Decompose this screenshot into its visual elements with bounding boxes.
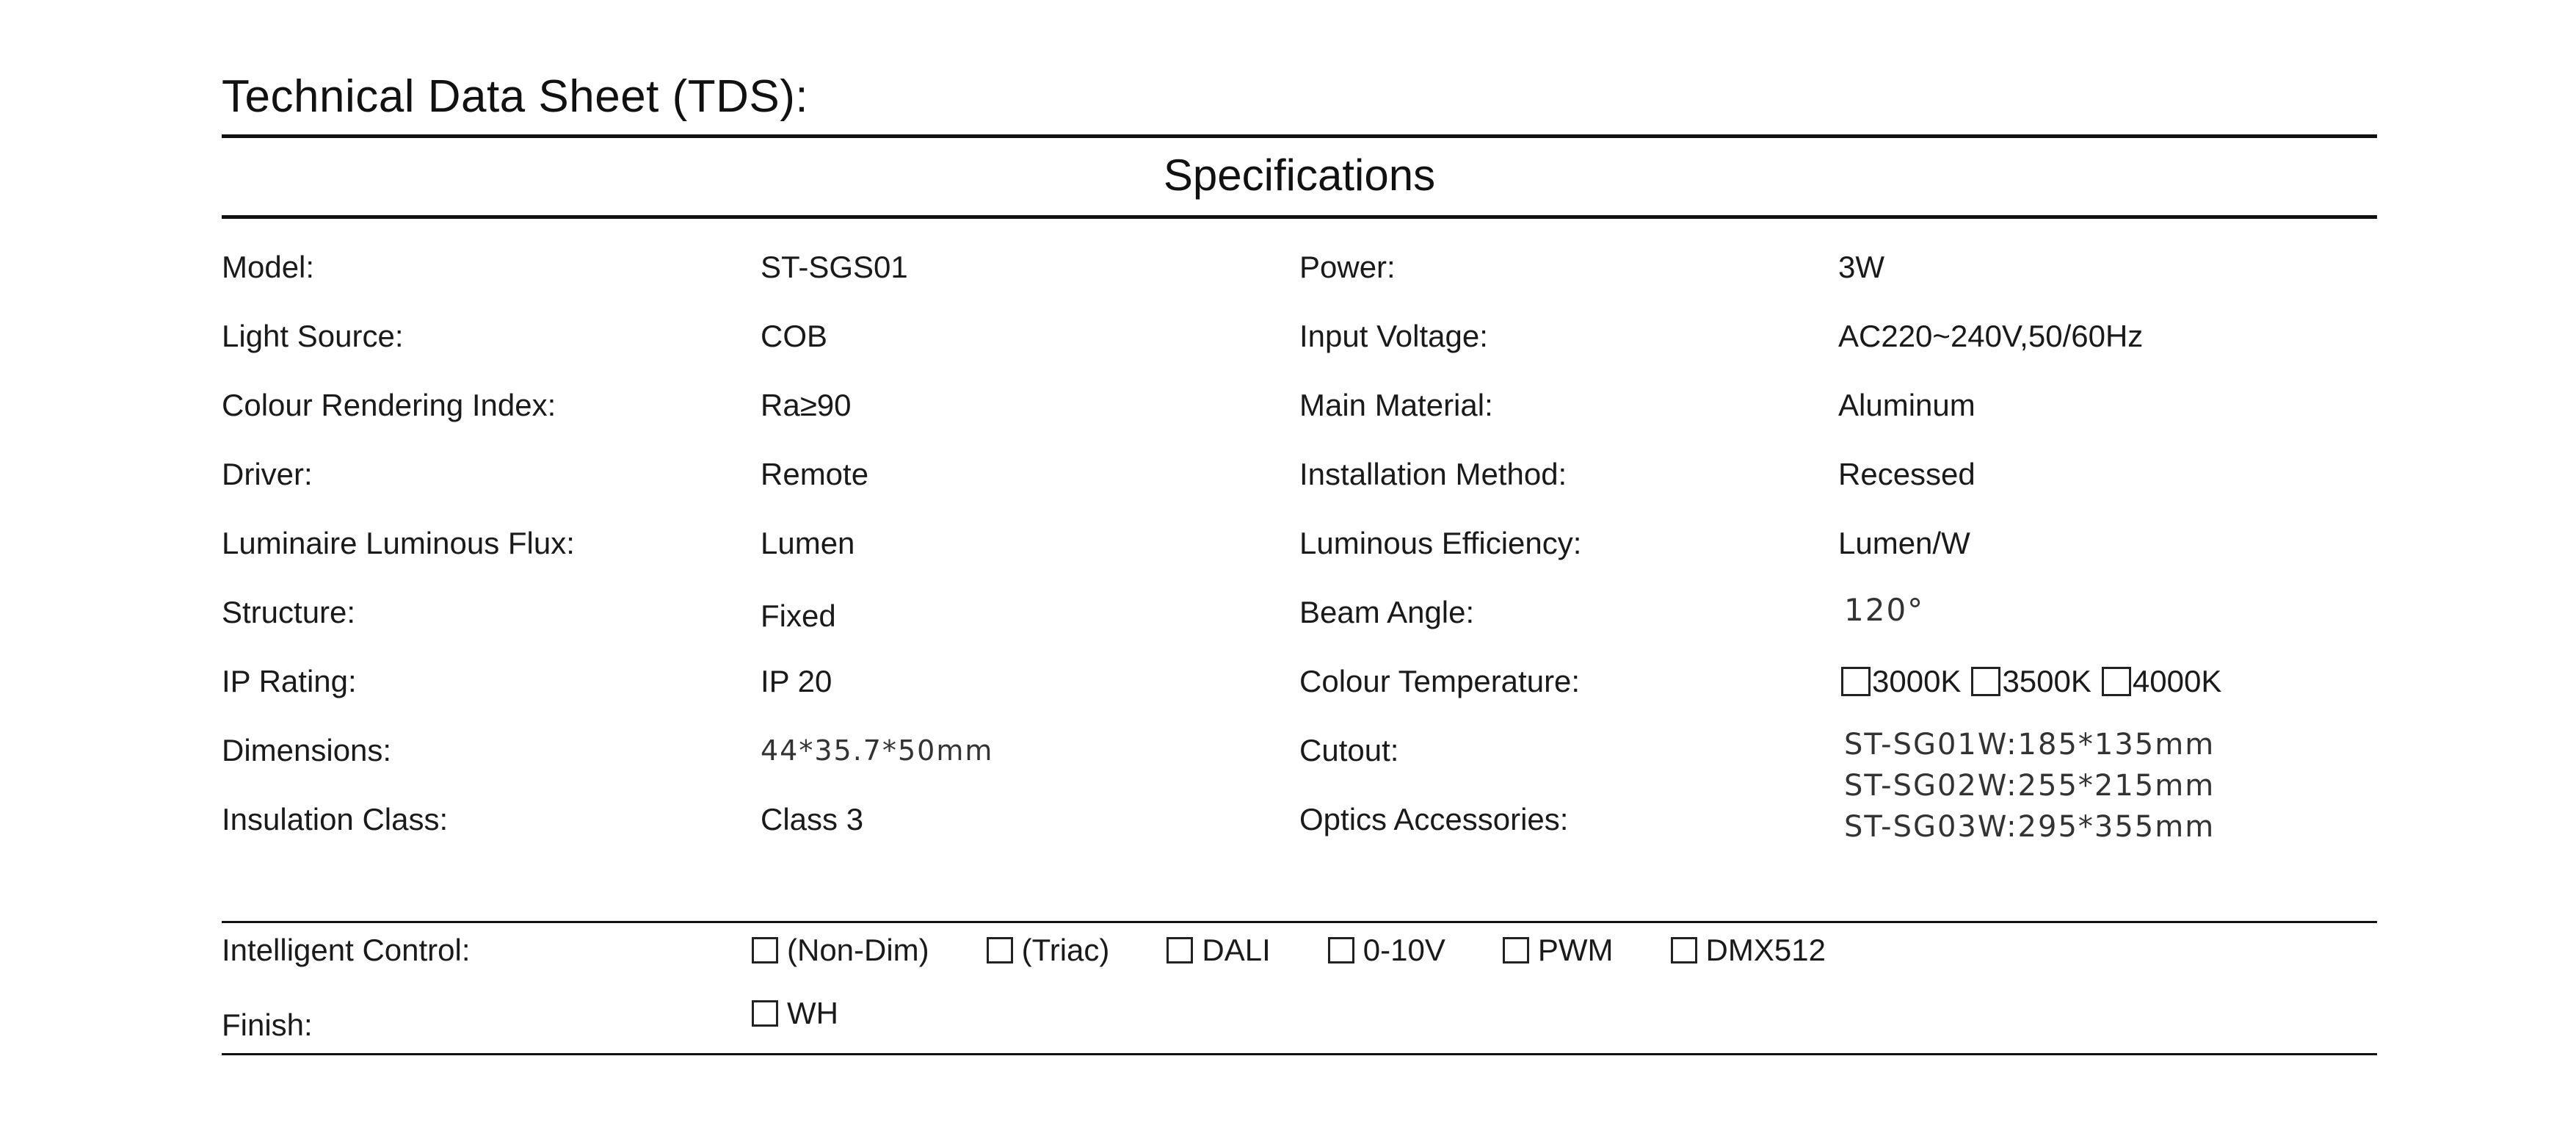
colour-temp-options	[1841, 664, 2232, 704]
model-label: Model:	[222, 250, 315, 284]
top-rule	[222, 134, 2377, 138]
checkbox-icon[interactable]	[1841, 667, 1871, 696]
checkbox-icon[interactable]	[1328, 937, 1354, 964]
control-option-label: 0-10V	[1363, 933, 1445, 967]
checkbox-icon[interactable]	[752, 1000, 778, 1027]
bottom-rule	[222, 1053, 2377, 1055]
efficiency-label: Luminous Efficiency:	[1299, 526, 1582, 560]
page-title: Technical Data Sheet (TDS):	[222, 71, 809, 122]
power-value: 3W	[1838, 250, 1884, 284]
colour-temp-label: Colour Temperature:	[1299, 664, 1581, 698]
colour-temp-option-label: 3000K	[1872, 664, 1962, 698]
checkbox-icon[interactable]	[987, 937, 1013, 964]
finish-label: Finish:	[222, 1008, 313, 1042]
model-value: ST-SGS01	[761, 250, 908, 284]
checkbox-icon[interactable]	[1167, 937, 1193, 964]
checkbox-icon[interactable]	[1671, 937, 1697, 964]
colour-temp-option-label: 3500K	[2002, 664, 2091, 698]
light-source-value: COB	[761, 319, 828, 353]
dimensions-value: 44*35.7*50mm	[761, 734, 994, 767]
checkbox-icon[interactable]	[1503, 937, 1529, 964]
cutout-values	[1844, 724, 2215, 847]
control-option-label: PWM	[1537, 933, 1614, 967]
main-material-value: Aluminum	[1838, 388, 1975, 422]
control-option-pwm[interactable]	[1503, 933, 1614, 968]
control-option-label: DALI	[1202, 933, 1271, 967]
control-option-triac[interactable]	[987, 933, 1110, 968]
control-option-dali[interactable]	[1167, 933, 1270, 968]
cutout-value: ST-SG03W:295*355mm	[1844, 810, 2216, 844]
colour-temp-option[interactable]	[1971, 664, 2091, 699]
installation-label: Installation Method:	[1299, 457, 1567, 491]
control-option-0-10v[interactable]	[1328, 933, 1445, 968]
ip-value: IP 20	[761, 664, 832, 698]
light-source-label: Light Source:	[222, 319, 404, 353]
cutout-value: ST-SG01W:185*135mm	[1844, 728, 2216, 762]
flux-label: Luminaire Luminous Flux:	[222, 526, 575, 560]
cutout-label: Cutout:	[1299, 733, 1399, 767]
efficiency-value: Lumen/W	[1838, 526, 1970, 560]
insulation-label: Insulation Class:	[222, 802, 449, 836]
cri-value: Ra≥90	[761, 388, 852, 422]
input-voltage-value: AC220~240V,50/60Hz	[1838, 319, 2144, 353]
section-heading: Specifications	[1163, 151, 1436, 200]
main-material-label: Main Material:	[1299, 388, 1493, 422]
control-option-dmx512[interactable]	[1671, 933, 1826, 968]
optics-label: Optics Accessories:	[1299, 802, 1569, 836]
ip-label: IP Rating:	[222, 664, 357, 698]
driver-value: Remote	[761, 457, 869, 491]
control-option-label: (Non-Dim)	[787, 933, 929, 967]
structure-value: Fixed	[761, 599, 836, 633]
beam-angle-label: Beam Angle:	[1299, 595, 1475, 629]
checkbox-icon[interactable]	[2102, 667, 2131, 696]
control-option-label: (Triac)	[1021, 933, 1110, 967]
beam-angle-value: 120°	[1844, 592, 1925, 628]
colour-temp-option-label: 4000K	[2132, 664, 2222, 698]
power-label: Power:	[1299, 250, 1396, 284]
flux-value: Lumen	[761, 526, 855, 560]
finish-options	[752, 996, 838, 1034]
finish-option-label: WH	[787, 996, 838, 1030]
control-option-non-dim[interactable]	[752, 933, 929, 968]
finish-option-wh[interactable]	[752, 996, 838, 1031]
checkbox-icon[interactable]	[1971, 667, 2000, 696]
driver-label: Driver:	[222, 457, 313, 491]
dimensions-label: Dimensions:	[222, 733, 392, 767]
intelligent-control-label: Intelligent Control:	[222, 933, 471, 967]
control-option-label: DMX512	[1705, 933, 1826, 967]
cri-label: Colour Rendering Index:	[222, 388, 556, 422]
colour-temp-option[interactable]	[1841, 664, 1961, 699]
insulation-value: Class 3	[761, 802, 864, 836]
installation-value: Recessed	[1838, 457, 1975, 491]
heading-rule	[222, 215, 2377, 219]
checkbox-icon[interactable]	[752, 937, 778, 964]
input-voltage-label: Input Voltage:	[1299, 319, 1488, 353]
control-top-rule	[222, 921, 2377, 923]
structure-label: Structure:	[222, 595, 356, 629]
intelligent-control-options	[752, 933, 1826, 971]
cutout-value: ST-SG02W:255*215mm	[1844, 769, 2216, 803]
colour-temp-option[interactable]	[2102, 664, 2221, 699]
